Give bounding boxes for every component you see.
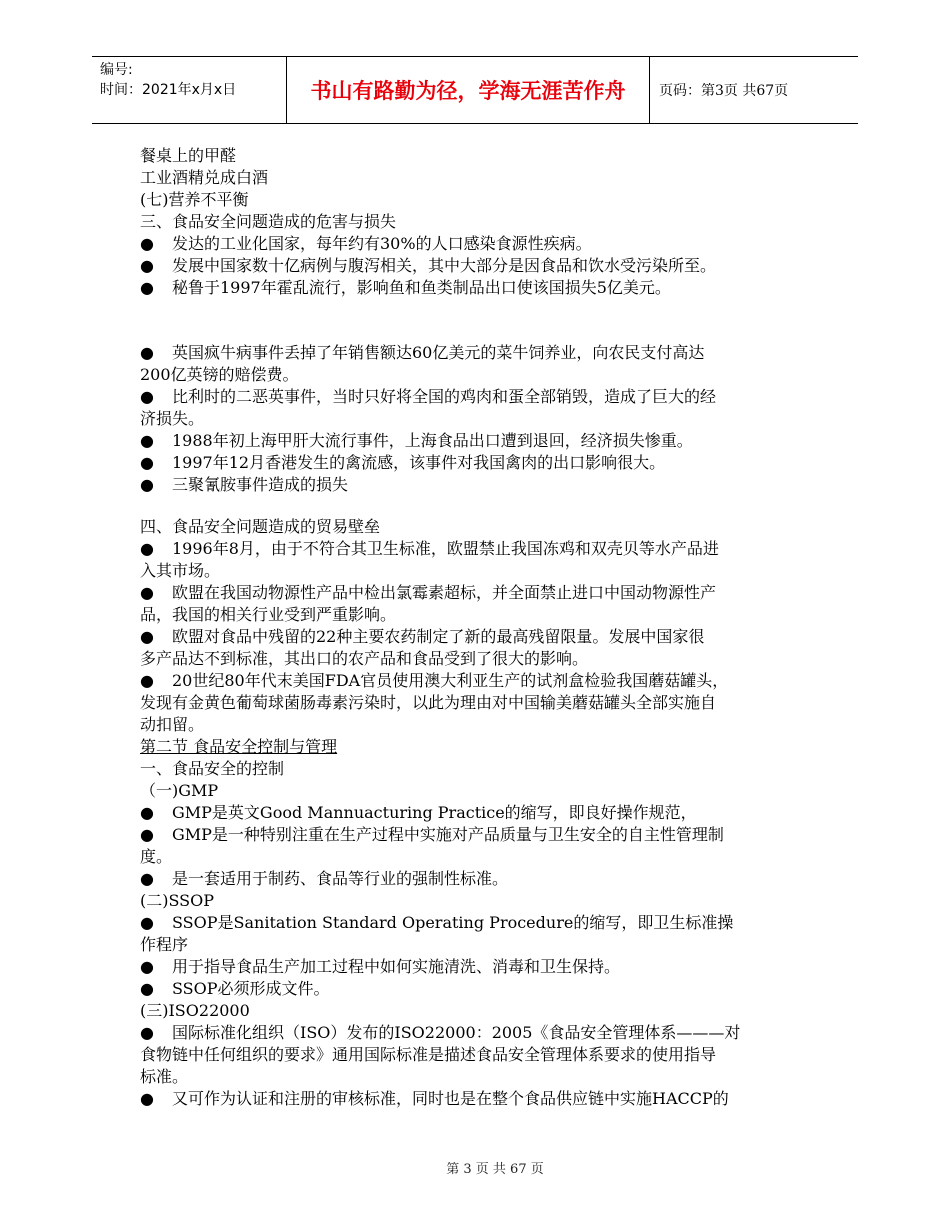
header-meta — [92, 57, 287, 123]
list-item: ● 发展中国家数十亿病例与腹泻相关，其中大部分是因食品和饮水受污染所至。 — [140, 256, 717, 275]
subsection-heading: (三)ISO22000 — [140, 1001, 250, 1020]
subsection-heading: (二)SSOP — [140, 891, 215, 910]
list-item: ● SSOP是Sanitation Standard Operating Procedure的缩写，即卫生标准操 — [140, 913, 734, 932]
list-item: ● 国际标准化组织（ISO）发布的ISO22000：2005《食品安全管理体系———对 — [140, 1023, 741, 1042]
bullet-icon: ● — [140, 583, 154, 602]
list-item: ● 秘鲁于1997年霍乱流行，影响鱼和鱼类制品出口使该国损失5亿美元。 — [140, 278, 671, 297]
bullet-icon: ● — [140, 256, 154, 275]
section-heading: 一、食品安全的控制 — [140, 759, 285, 778]
section-heading: (七)营养不平衡 — [140, 190, 249, 209]
list-item: ● 三聚氰胺事件造成的损失 — [140, 475, 349, 494]
list-item: ● 英国疯牛病事件丢掉了年销售额达60亿美元的菜牛饲养业，向农民支付高达 — [140, 343, 705, 362]
code-label: 编号: — [100, 62, 133, 78]
bullet-icon: ● — [140, 869, 154, 888]
list-item: ● 欧盟对食品中残留的22种主要农药制定了新的最高残留限量。发展中国家很 — [140, 627, 705, 646]
list-item: ● SSOP必须形成文件。 — [140, 979, 330, 998]
bullet-icon: ● — [140, 539, 154, 558]
page-header — [92, 56, 858, 124]
bullet-icon: ● — [140, 1023, 154, 1042]
text-line: 动扣留。 — [140, 715, 205, 734]
bullet-icon: ● — [140, 803, 154, 822]
header-page-info: 页码：第3页 共67页 — [659, 83, 789, 99]
list-item: ● 发达的工业化国家，每年约有30%的人口感染食源性疾病。 — [140, 234, 592, 253]
bullet-icon: ● — [140, 343, 154, 362]
bullet-icon: ● — [140, 671, 154, 690]
text-line: 多产品达不到标准，其出口的农产品和食品受到了很大的影响。 — [140, 649, 589, 668]
bullet-icon: ● — [140, 627, 154, 646]
list-item: ● GMP是一种特别注重在生产过程中实施对产品质量与卫生安全的自主性管理制 — [140, 825, 724, 844]
list-item: ● 是一套适用于制药、食品等行业的强制性标准。 — [140, 869, 509, 888]
list-item: ● 20世纪80年代末美国FDA官员使用澳大利亚生产的试剂盒检验我国蘑菇罐头， — [140, 671, 729, 690]
chapter-heading: 第二节 食品安全控制与管理 — [140, 737, 338, 756]
list-item: ● 1996年8月，由于不符合其卫生标准，欧盟禁止我国冻鸡和双壳贝等水产品进 — [140, 539, 719, 558]
text-line: 工业酒精兑成白酒 — [140, 168, 269, 187]
list-item: ● 1997年12月香港发生的禽流感，该事件对我国禽肉的出口影响很大。 — [140, 453, 666, 472]
text-line: 200亿英镑的赔偿费。 — [140, 365, 299, 384]
header-motto: 书山有路勤为径，学海无涯苦作舟 — [287, 57, 650, 123]
bullet-icon: ● — [140, 1089, 154, 1108]
list-item: ● 比利时的二恶英事件，当时只好将全国的鸡肉和蛋全部销毁，造成了巨大的经 — [140, 387, 717, 406]
list-item: ● 欧盟在我国动物源性产品中检出氯霉素超标，并全面禁止进口中国动物源性产 — [140, 583, 717, 602]
bullet-icon: ● — [140, 278, 154, 297]
text-line: 食物链中任何组织的要求》通用国际标准是描述食品安全管理体系要求的使用指导 — [140, 1045, 717, 1064]
list-item: ● 用于指导食品生产加工过程中如何实施清洗、消毒和卫生保持。 — [140, 957, 621, 976]
bullet-icon: ● — [140, 913, 154, 932]
bullet-icon: ● — [140, 979, 154, 998]
text-line: 品，我国的相关行业受到严重影响。 — [140, 605, 397, 624]
bullet-icon: ● — [140, 957, 154, 976]
bullet-icon: ● — [140, 453, 154, 472]
text-line: 作程序 — [140, 935, 189, 954]
text-line: 标准。 — [140, 1067, 189, 1086]
time-label: 时间：2021年x月x日 — [100, 82, 237, 98]
text-line: 济损失。 — [140, 409, 205, 428]
subsection-heading: （一)GMP — [140, 781, 219, 800]
text-line: 入其市场。 — [140, 561, 221, 580]
section-heading: 四、食品安全问题造成的贸易壁垒 — [140, 517, 381, 536]
bullet-icon: ● — [140, 387, 154, 406]
list-item: ● 又可作为认证和注册的审核标准，同时也是在整个食品供应链中实施HACCP的 — [140, 1089, 729, 1108]
section-heading: 三、食品安全问题造成的危害与损失 — [140, 212, 397, 231]
text-line: 发现有金黄色葡萄球菌肠毒素污染时，以此为理由对中国输美蘑菇罐头全部实施自 — [140, 693, 717, 712]
bullet-icon: ● — [140, 825, 154, 844]
bullet-icon: ● — [140, 475, 154, 494]
list-item: ● 1988年初上海甲肝大流行事件，上海食品出口遭到退回，经济损失惨重。 — [140, 431, 693, 450]
bullet-icon: ● — [140, 431, 154, 450]
bullet-icon: ● — [140, 234, 154, 253]
page-footer: 第 3 页 共 67 页 — [446, 1162, 544, 1177]
text-line: 餐桌上的甲醛 — [140, 146, 237, 165]
text-line: 度。 — [140, 847, 173, 866]
list-item: ● GMP是英文Good Mannuacturing Practice的缩写，即良好操作规范， — [140, 803, 697, 822]
